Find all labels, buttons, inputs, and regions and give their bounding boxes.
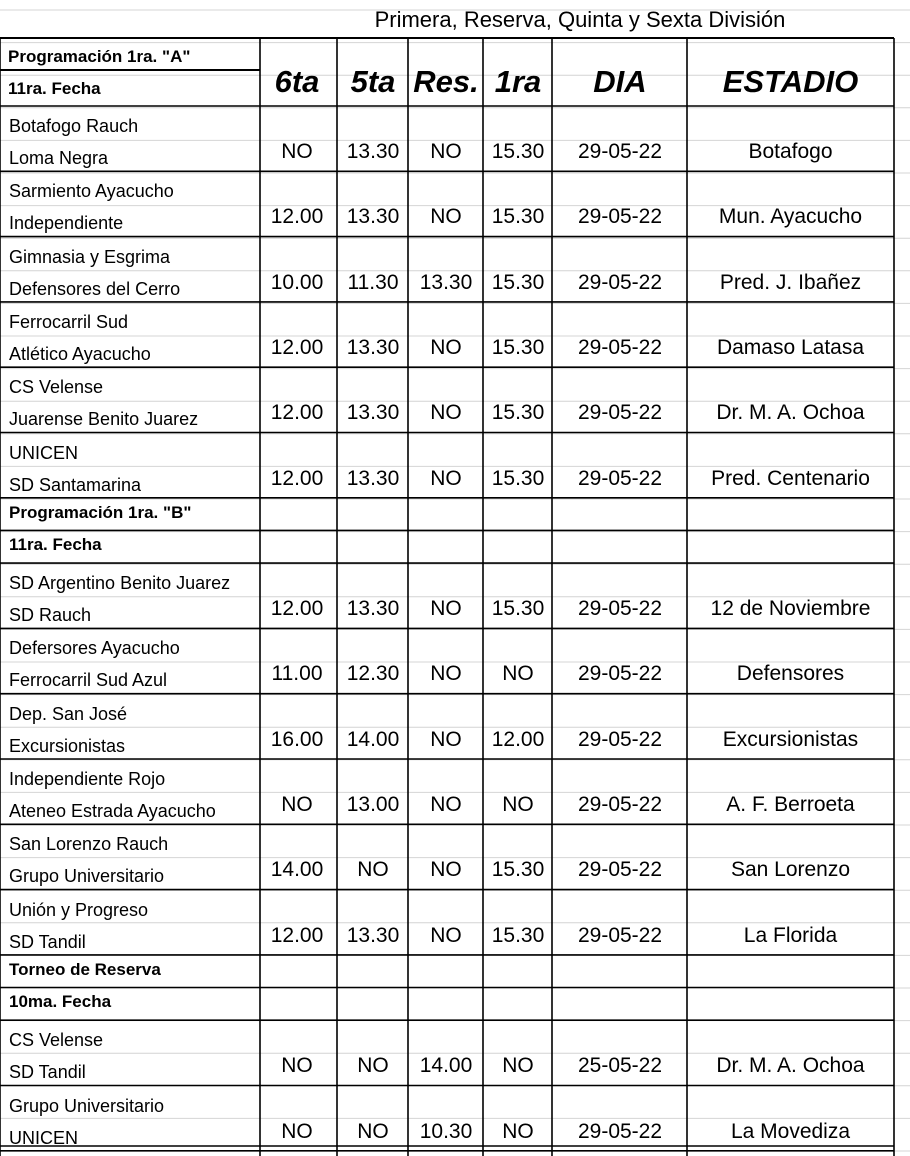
cell-dia: 29-05-22 bbox=[577, 270, 663, 294]
cell-dia: 29-05-22 bbox=[577, 858, 663, 882]
cell-dia: 29-05-22 bbox=[577, 727, 663, 751]
cell-c5ta: 13.00 bbox=[346, 793, 400, 816]
home-team: UNICEN bbox=[9, 442, 79, 463]
cell-c1ra: 15.30 bbox=[491, 270, 545, 294]
away-team: Atlético Ayacucho bbox=[9, 343, 151, 364]
cell-res: 14.00 bbox=[419, 1054, 473, 1078]
col-header-1ra: 1ra bbox=[494, 64, 542, 99]
cell-dia: 29-05-22 bbox=[577, 793, 663, 816]
cell-estadio: Excursionistas bbox=[722, 727, 859, 751]
home-team: Dep. San José bbox=[9, 703, 128, 724]
cell-c6ta: 12.00 bbox=[270, 923, 324, 947]
col-header-6ta: 6ta bbox=[274, 64, 320, 99]
cell-dia: 29-05-22 bbox=[577, 597, 663, 621]
away-team: Defensores del Cerro bbox=[9, 278, 181, 299]
cell-estadio: Mun. Ayacucho bbox=[718, 205, 863, 229]
cell-estadio: La Florida bbox=[743, 923, 838, 947]
cell-res: NO bbox=[430, 205, 462, 229]
program-title-a: Programación 1ra. "A" bbox=[8, 47, 191, 66]
cell-dia: 29-05-22 bbox=[577, 401, 663, 425]
home-team: Defersores Ayacucho bbox=[9, 638, 180, 659]
cell-res: NO bbox=[430, 335, 462, 359]
cell-res: NO bbox=[430, 923, 462, 947]
cell-c5ta: 14.00 bbox=[346, 727, 400, 751]
away-team: Independiente bbox=[9, 213, 124, 234]
cell-res: NO bbox=[430, 466, 462, 490]
away-team: SD Tandil bbox=[9, 1062, 86, 1083]
cell-c5ta: 13.30 bbox=[346, 401, 400, 425]
cell-res: NO bbox=[430, 793, 462, 816]
cell-c5ta: 13.30 bbox=[346, 923, 400, 947]
cell-estadio: Damaso Latasa bbox=[716, 335, 865, 359]
cell-c6ta: NO bbox=[281, 793, 313, 816]
cell-c5ta: NO bbox=[357, 858, 389, 882]
cell-c1ra: 15.30 bbox=[491, 205, 545, 229]
away-team: Juarense Benito Juarez bbox=[9, 409, 199, 430]
cell-c1ra: 15.30 bbox=[491, 858, 545, 882]
cell-c5ta: 13.30 bbox=[346, 466, 400, 490]
cell-res: NO bbox=[430, 140, 462, 163]
away-team: Excursionistas bbox=[9, 735, 126, 756]
cell-dia: 29-05-22 bbox=[577, 923, 663, 947]
cell-dia: 29-05-22 bbox=[577, 1119, 663, 1143]
home-team: Gimnasia y Esgrima bbox=[9, 246, 171, 267]
cell-res: 13.30 bbox=[419, 270, 473, 294]
cell-c1ra: NO bbox=[502, 662, 534, 686]
home-team: SD Argentino Benito Juarez bbox=[9, 573, 231, 594]
away-team: SD Santamarina bbox=[9, 474, 142, 495]
home-team: Botafogo Rauch bbox=[9, 116, 139, 136]
cell-estadio: San Lorenzo bbox=[730, 858, 851, 882]
cell-estadio: Dr. M. A. Ochoa bbox=[716, 401, 865, 425]
cell-estadio: Pred. J. Ibañez bbox=[719, 270, 862, 294]
cell-c1ra: 15.30 bbox=[491, 923, 545, 947]
cell-c5ta: 13.30 bbox=[346, 335, 400, 359]
cell-estadio: A. F. Berroeta bbox=[726, 793, 855, 816]
cell-estadio: Defensores bbox=[736, 662, 845, 686]
cell-dia: 29-05-22 bbox=[577, 662, 663, 686]
home-team: Ferrocarril Sud bbox=[9, 311, 129, 332]
cell-c1ra: NO bbox=[502, 1119, 534, 1143]
cell-c5ta: 13.30 bbox=[346, 140, 400, 163]
cell-c1ra: 15.30 bbox=[491, 597, 545, 621]
cell-c6ta: 12.00 bbox=[270, 466, 324, 490]
cell-c6ta: 11.00 bbox=[271, 662, 323, 686]
cell-res: NO bbox=[430, 401, 462, 425]
cell-c6ta: 10.00 bbox=[270, 270, 324, 294]
home-team: CS Velense bbox=[9, 1030, 104, 1051]
cell-c6ta: 14.00 bbox=[270, 858, 324, 882]
cell-c6ta: 12.00 bbox=[270, 335, 324, 359]
home-team: CS Velense bbox=[9, 377, 104, 398]
cell-c6ta: NO bbox=[281, 1119, 313, 1143]
cell-c6ta: NO bbox=[281, 140, 313, 163]
away-team: SD Rauch bbox=[9, 605, 92, 626]
cell-c1ra: 15.30 bbox=[491, 466, 545, 490]
cell-c6ta: 12.00 bbox=[270, 401, 324, 425]
cell-res: 10.30 bbox=[419, 1119, 473, 1143]
home-team: San Lorenzo Rauch bbox=[9, 834, 169, 855]
sheet-title: Primera, Reserva, Quinta y Sexta División bbox=[374, 7, 786, 32]
cell-dia: 25-05-22 bbox=[577, 1054, 663, 1078]
col-header-res: Res. bbox=[413, 64, 479, 99]
home-team: Unión y Progreso bbox=[9, 899, 149, 920]
cell-res: NO bbox=[430, 662, 462, 686]
section-subtitle: 11ra. Fecha bbox=[9, 534, 102, 554]
section-title: Programación 1ra. "B" bbox=[9, 502, 192, 522]
away-team: Loma Negra bbox=[9, 148, 109, 168]
away-team: Grupo Universitario bbox=[9, 866, 165, 887]
cell-c1ra: 12.00 bbox=[491, 727, 545, 751]
away-team: Ferrocarril Sud Azul bbox=[9, 670, 168, 691]
cell-c6ta: 12.00 bbox=[270, 205, 324, 229]
cell-c5ta: 12.30 bbox=[346, 662, 400, 686]
cell-c5ta: NO bbox=[357, 1119, 389, 1143]
away-team: Ateneo Estrada Ayacucho bbox=[9, 801, 216, 821]
col-header-5ta: 5ta bbox=[350, 64, 396, 99]
fecha-label-a: 11ra. Fecha bbox=[8, 79, 101, 98]
cell-c1ra: 15.30 bbox=[491, 140, 545, 163]
home-team: Sarmiento Ayacucho bbox=[9, 181, 174, 202]
cell-dia: 29-05-22 bbox=[577, 140, 663, 163]
home-team: Independiente Rojo bbox=[9, 769, 166, 789]
cell-dia: 29-05-22 bbox=[577, 205, 663, 229]
away-team: UNICEN bbox=[9, 1127, 79, 1148]
cell-estadio: Dr. M. A. Ochoa bbox=[716, 1054, 865, 1078]
cell-c6ta: 16.00 bbox=[270, 727, 324, 751]
cell-dia: 29-05-22 bbox=[577, 466, 663, 490]
cell-estadio: La Movediza bbox=[730, 1119, 851, 1143]
cell-c1ra: 15.30 bbox=[491, 401, 545, 425]
cell-estadio: 12 de Noviembre bbox=[710, 597, 871, 621]
cell-res: NO bbox=[430, 727, 462, 751]
col-header-dia: DIA bbox=[593, 64, 647, 99]
col-header-estadio: ESTADIO bbox=[722, 64, 859, 99]
away-team: SD Tandil bbox=[9, 931, 86, 952]
cell-c6ta: 12.00 bbox=[270, 597, 324, 621]
cell-res: NO bbox=[430, 858, 462, 882]
section-subtitle: 10ma. Fecha bbox=[9, 991, 112, 1011]
cell-c1ra: NO bbox=[502, 1054, 534, 1078]
cell-estadio: Botafogo bbox=[748, 140, 833, 163]
cell-c5ta: 13.30 bbox=[346, 205, 400, 229]
cell-dia: 29-05-22 bbox=[577, 335, 663, 359]
section-title: Torneo de Reserva bbox=[9, 959, 161, 979]
cell-c5ta: NO bbox=[357, 1054, 389, 1078]
cell-estadio: Pred. Centenario bbox=[711, 466, 870, 490]
cell-c1ra: NO bbox=[502, 793, 534, 816]
home-team: Grupo Universitario bbox=[9, 1095, 165, 1116]
cell-c5ta: 11.30 bbox=[347, 270, 399, 294]
cell-c5ta: 13.30 bbox=[346, 597, 400, 621]
cell-res: NO bbox=[430, 597, 462, 621]
cell-c1ra: 15.30 bbox=[491, 335, 545, 359]
cell-c6ta: NO bbox=[281, 1054, 313, 1078]
